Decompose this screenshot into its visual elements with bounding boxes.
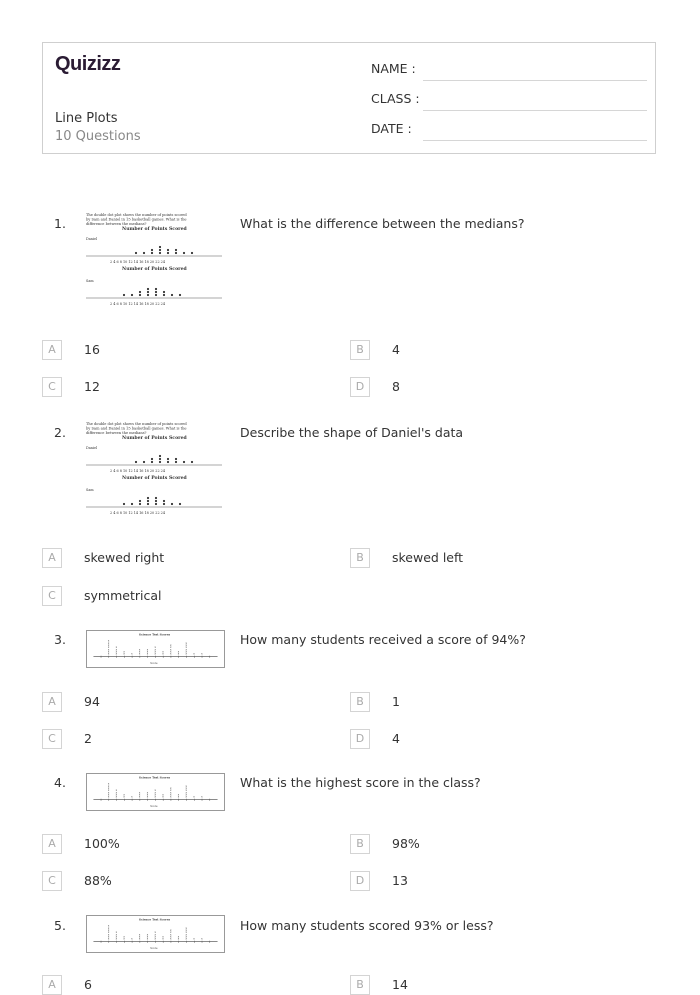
option-letter: B — [350, 692, 370, 712]
data-dot — [163, 503, 165, 505]
x-mark: x — [107, 795, 110, 799]
x-mark: x — [162, 935, 164, 939]
x-mark: x — [185, 937, 187, 941]
x-mark: x — [185, 926, 187, 930]
x-mark: x — [107, 643, 110, 647]
x-mark: x — [185, 931, 187, 935]
x-mark: x — [146, 650, 149, 654]
x-mark: x — [146, 933, 149, 937]
option-letter: D — [350, 377, 370, 397]
x-mark: x — [138, 935, 141, 939]
caption-text: The double dot plot shows the number of points scored — [86, 422, 187, 426]
x-mark: x — [177, 793, 180, 797]
caption-text: The double dot plot shows the number of points scored — [86, 213, 187, 217]
caption-text: by Sam and Daniel in 15 basketball games. What is the — [86, 217, 187, 222]
x-mark: x — [185, 784, 187, 788]
data-dot — [155, 294, 157, 296]
x-mark: x — [169, 789, 172, 793]
question-text: How many students scored 93% or less? — [240, 918, 494, 933]
x-mark: x — [123, 937, 125, 941]
date-line[interactable] — [423, 140, 647, 141]
data-dot — [155, 497, 157, 499]
plot-title: Number of Points Scored — [122, 227, 187, 232]
x-mark: x — [169, 935, 172, 939]
x-mark: x — [115, 793, 118, 797]
x-mark: x — [185, 793, 187, 797]
data-dot — [147, 294, 149, 296]
x-mark: x — [177, 937, 180, 941]
data-dot — [183, 252, 185, 254]
date-field[interactable] — [371, 121, 647, 141]
x-mark: x — [169, 795, 172, 799]
option-letter: C — [42, 377, 62, 397]
x-mark: x — [185, 650, 187, 654]
x-mark: x — [154, 937, 156, 941]
data-dot — [147, 503, 149, 505]
option-text: 2 — [84, 731, 92, 746]
data-dot — [183, 461, 185, 463]
option-text: 13 — [392, 873, 408, 888]
x-mark: x — [123, 652, 125, 656]
x-mark: x — [138, 795, 141, 799]
x-mark: x — [201, 937, 203, 941]
x-mark: x — [146, 793, 149, 797]
tick-labels: 2 4 6 8 10 12 14 16 18 20 22 24 — [110, 511, 166, 515]
x-mark: x — [115, 648, 118, 652]
option-text: 1 — [392, 694, 400, 709]
question-number: 2. — [54, 425, 66, 440]
x-mark: x — [169, 648, 172, 652]
x-mark: x — [169, 928, 172, 932]
dot-plot-image — [84, 212, 224, 312]
x-mark: x — [107, 782, 110, 786]
x-mark: x — [154, 652, 156, 656]
caption-text: difference between the medians? — [86, 222, 147, 226]
data-dot — [131, 294, 133, 296]
class-field[interactable] — [371, 91, 647, 111]
option-letter: C — [42, 729, 62, 749]
caption-text: by Sam and Daniel in 15 basketball games. What is the — [86, 426, 187, 431]
x-mark: x — [138, 650, 141, 654]
x-mark: x — [169, 791, 172, 795]
option-letter: C — [42, 871, 62, 891]
option-letter: A — [42, 340, 62, 360]
x-mark: x — [107, 789, 110, 793]
question-number: 4. — [54, 775, 66, 790]
x-mark: x — [107, 639, 110, 643]
line-plot-image — [86, 915, 225, 953]
x-mark: x — [162, 795, 164, 799]
data-dot — [175, 458, 177, 460]
x-mark: x — [185, 648, 187, 652]
data-dot — [151, 461, 153, 463]
axis-label: Score — [150, 805, 158, 809]
x-mark: x — [115, 646, 118, 650]
x-mark: x — [115, 931, 118, 935]
x-mark: x — [138, 933, 141, 937]
dot-plot-image — [84, 421, 224, 521]
series-label: Sam — [86, 279, 94, 283]
x-mark: x — [154, 793, 156, 797]
option-letter: B — [350, 548, 370, 568]
option-text: 4 — [392, 342, 400, 357]
data-dot — [155, 500, 157, 502]
x-mark: x — [169, 786, 172, 790]
data-dot — [159, 458, 161, 460]
quizizz-logo: Quizizz — [55, 53, 121, 75]
tick-labels: 2 4 6 8 10 12 14 16 18 20 22 24 — [110, 469, 166, 473]
data-dot — [191, 252, 193, 254]
axis-label: Score — [150, 947, 158, 951]
x-mark: x — [185, 928, 187, 932]
question-text: How many students received a score of 94%? — [240, 632, 526, 647]
option-text: 6 — [84, 977, 92, 992]
x-mark: x — [138, 937, 141, 941]
data-dot — [151, 458, 153, 460]
data-dot — [147, 291, 149, 293]
x-mark: x — [115, 795, 118, 799]
x-mark: x — [162, 652, 164, 656]
x-mark: x — [193, 795, 195, 799]
x-mark: x — [185, 789, 187, 793]
option-letter: A — [42, 692, 62, 712]
x-mark: x — [138, 793, 141, 797]
x-mark: x — [146, 652, 149, 656]
option-text: 4 — [392, 731, 400, 746]
x-mark: x — [154, 650, 156, 654]
data-dot — [151, 249, 153, 251]
x-mark: x — [154, 795, 156, 799]
x-mark: x — [169, 931, 172, 935]
x-mark: x — [115, 791, 118, 795]
x-mark: x — [115, 933, 118, 937]
line-plot-image — [86, 773, 225, 811]
plot-title: Number of Points Scored — [122, 476, 187, 481]
class-label: CLASS : — [371, 91, 420, 106]
x-mark: x — [107, 791, 110, 795]
x-mark: x — [115, 652, 118, 656]
data-dot — [163, 291, 165, 293]
x-mark: x — [107, 784, 110, 788]
data-dot — [167, 252, 169, 254]
data-dot — [179, 503, 181, 505]
x-mark: x — [107, 646, 110, 650]
x-mark: x — [123, 795, 125, 799]
option-letter: D — [350, 729, 370, 749]
data-dot — [155, 288, 157, 290]
tick-labels: 2 4 6 8 10 12 14 16 18 20 22 24 — [110, 260, 166, 264]
x-mark: x — [185, 933, 187, 937]
data-dot — [163, 294, 165, 296]
option-text: 88% — [84, 873, 112, 888]
x-mark: x — [107, 793, 110, 797]
data-dot — [167, 249, 169, 251]
x-mark: x — [138, 652, 141, 656]
x-mark: x — [185, 786, 187, 790]
data-dot — [159, 455, 161, 457]
x-mark: x — [123, 935, 125, 939]
x-mark: x — [162, 937, 164, 941]
plot-title: Number of Points Scored — [122, 436, 187, 441]
data-dot — [191, 461, 193, 463]
data-dot — [147, 288, 149, 290]
data-dot — [143, 461, 145, 463]
option-text: 14 — [392, 977, 408, 992]
x-mark: x — [107, 928, 110, 932]
x-mark: x — [107, 933, 110, 937]
x-mark: x — [185, 791, 187, 795]
class-line[interactable] — [423, 110, 647, 111]
data-dot — [139, 291, 141, 293]
option-letter: A — [42, 834, 62, 854]
x-mark: x — [107, 652, 110, 656]
x-mark: x — [146, 795, 149, 799]
caption-text: difference between the medians? — [86, 431, 147, 435]
x-mark: x — [131, 795, 133, 799]
x-mark: x — [131, 937, 133, 941]
x-mark: x — [162, 793, 164, 797]
x-mark: x — [115, 935, 118, 939]
x-mark: x — [154, 648, 156, 652]
data-dot — [171, 503, 173, 505]
question-number: 1. — [54, 216, 66, 231]
data-dot — [131, 503, 133, 505]
data-dot — [171, 294, 173, 296]
plot-title: Science Test Scores — [138, 775, 171, 780]
x-mark: x — [107, 926, 110, 930]
name-field[interactable] — [371, 61, 647, 81]
question-count: 10 Questions — [55, 129, 141, 144]
data-dot — [143, 252, 145, 254]
series-label: Sam — [86, 488, 94, 492]
x-mark: x — [115, 650, 118, 654]
x-mark: x — [185, 935, 187, 939]
question-number: 3. — [54, 632, 66, 647]
x-mark: x — [146, 791, 149, 795]
data-dot — [147, 500, 149, 502]
plot-title: Science Test Scores — [138, 632, 171, 637]
x-mark: x — [169, 652, 172, 656]
data-dot — [139, 294, 141, 296]
x-mark: x — [169, 646, 172, 650]
data-dot — [167, 461, 169, 463]
data-dot — [159, 249, 161, 251]
data-dot — [151, 252, 153, 254]
data-dot — [147, 497, 149, 499]
data-dot — [135, 461, 137, 463]
data-dot — [123, 294, 125, 296]
x-mark: x — [107, 935, 110, 939]
x-mark: x — [185, 641, 187, 645]
option-text: 8 — [392, 379, 400, 394]
x-mark: x — [162, 650, 164, 654]
x-mark: x — [154, 791, 156, 795]
x-mark: x — [154, 789, 156, 793]
x-mark: x — [131, 652, 133, 656]
x-mark: x — [169, 937, 172, 941]
question-text: What is the difference between the medians? — [240, 216, 525, 231]
series-label: Daniel — [86, 446, 98, 450]
x-mark: x — [154, 933, 156, 937]
worksheet-header — [42, 42, 656, 154]
tick-labels: 2 4 6 8 10 12 14 16 18 20 22 24 — [110, 302, 166, 306]
x-mark: x — [193, 937, 195, 941]
data-dot — [175, 461, 177, 463]
x-mark: x — [138, 648, 141, 652]
option-letter: B — [350, 834, 370, 854]
x-mark: x — [115, 937, 118, 941]
option-letter: B — [350, 340, 370, 360]
x-mark: x — [107, 937, 110, 941]
x-mark: x — [107, 650, 110, 654]
x-mark: x — [193, 652, 195, 656]
x-mark: x — [177, 935, 180, 939]
x-mark: x — [123, 650, 125, 654]
x-mark: x — [123, 793, 125, 797]
option-text: 16 — [84, 342, 100, 357]
option-text: 100% — [84, 836, 120, 851]
option-letter: B — [350, 975, 370, 995]
name-label: NAME : — [371, 61, 416, 76]
x-mark: x — [107, 641, 110, 645]
x-mark: x — [185, 652, 187, 656]
option-text: skewed right — [84, 550, 165, 565]
data-dot — [123, 503, 125, 505]
data-dot — [175, 249, 177, 251]
x-mark: x — [107, 648, 110, 652]
data-dot — [159, 252, 161, 254]
data-dot — [167, 458, 169, 460]
x-mark: x — [107, 931, 110, 935]
x-mark: x — [146, 937, 149, 941]
x-mark: x — [154, 931, 156, 935]
option-letter: A — [42, 548, 62, 568]
x-mark: x — [154, 935, 156, 939]
x-mark: x — [115, 789, 118, 793]
date-label: DATE : — [371, 121, 412, 136]
data-dot — [139, 500, 141, 502]
option-letter: D — [350, 871, 370, 891]
x-mark: x — [185, 795, 187, 799]
x-mark: x — [107, 786, 110, 790]
x-mark: x — [169, 933, 172, 937]
name-line[interactable] — [423, 80, 647, 81]
option-letter: C — [42, 586, 62, 606]
option-text: symmetrical — [84, 588, 162, 603]
x-mark: x — [201, 652, 203, 656]
data-dot — [135, 252, 137, 254]
plot-title: Science Test Scores — [138, 917, 171, 922]
x-mark: x — [146, 935, 149, 939]
x-mark: x — [169, 643, 172, 647]
x-mark: x — [154, 646, 156, 650]
x-mark: x — [201, 795, 203, 799]
x-mark: x — [138, 791, 141, 795]
data-dot — [179, 294, 181, 296]
option-letter: A — [42, 975, 62, 995]
x-mark: x — [177, 795, 180, 799]
question-text: Describe the shape of Daniel's data — [240, 425, 464, 440]
option-text: 12 — [84, 379, 100, 394]
data-dot — [163, 500, 165, 502]
data-dot — [175, 252, 177, 254]
x-mark: x — [169, 793, 172, 797]
x-mark: x — [107, 924, 110, 928]
option-text: 98% — [392, 836, 420, 851]
axis-label: Score — [150, 662, 158, 666]
data-dot — [155, 503, 157, 505]
question-number: 5. — [54, 918, 66, 933]
line-plot-image — [86, 630, 225, 668]
x-mark: x — [146, 648, 149, 652]
worksheet-title: Line Plots — [55, 111, 118, 126]
plot-title: Number of Points Scored — [122, 267, 187, 272]
x-mark: x — [177, 650, 180, 654]
x-mark: x — [177, 652, 180, 656]
option-text: 94 — [84, 694, 100, 709]
x-mark: x — [185, 646, 187, 650]
x-mark: x — [185, 643, 187, 647]
data-dot — [159, 461, 161, 463]
x-mark: x — [169, 650, 172, 654]
data-dot — [159, 246, 161, 248]
option-text: skewed left — [392, 550, 464, 565]
series-label: Daniel — [86, 237, 98, 241]
data-dot — [139, 503, 141, 505]
data-dot — [155, 291, 157, 293]
question-text: What is the highest score in the class? — [240, 775, 481, 790]
